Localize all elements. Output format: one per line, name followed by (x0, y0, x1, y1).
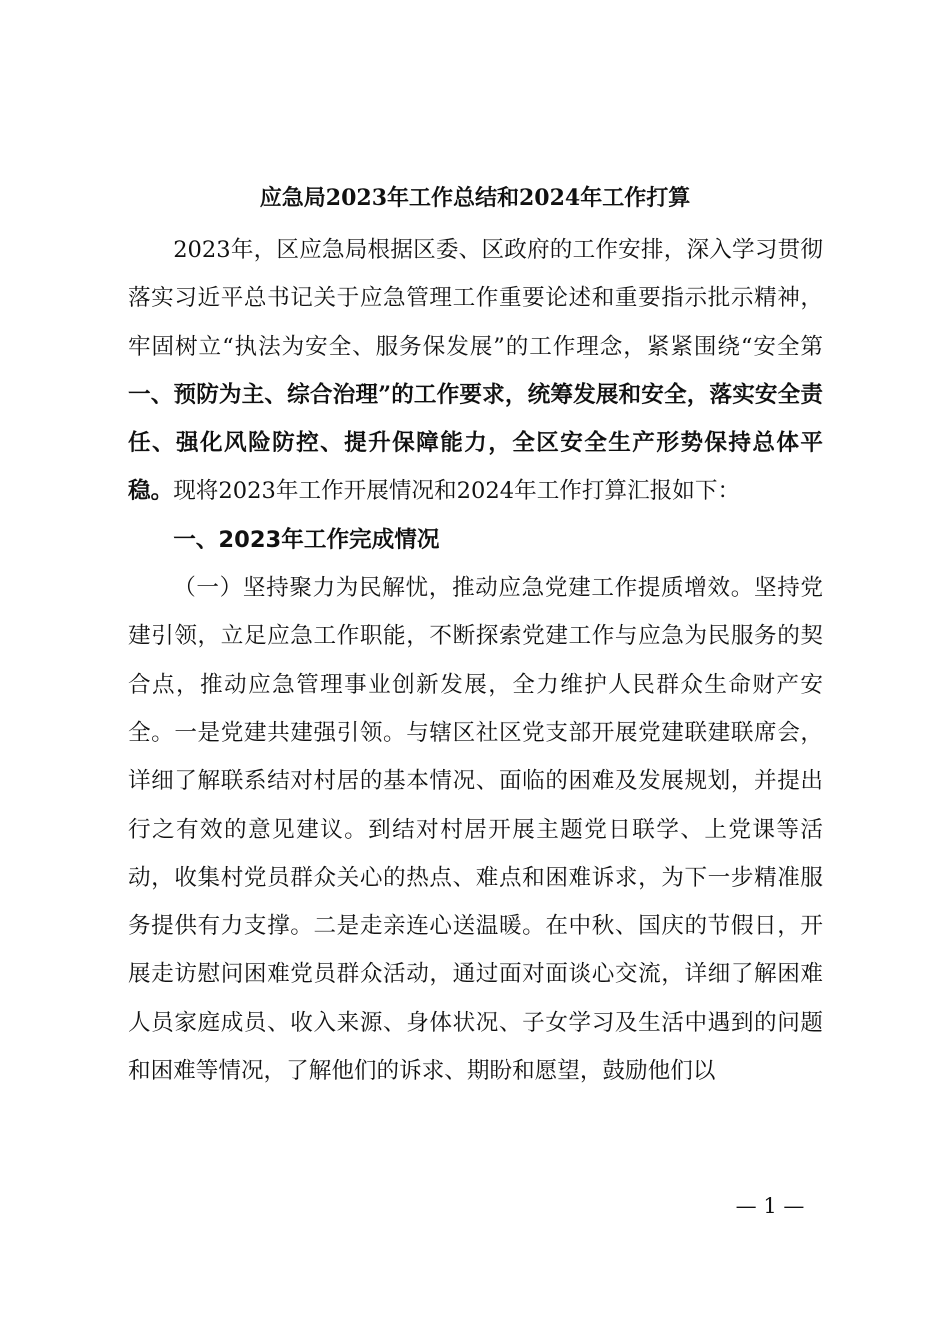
subsection-paragraph (128, 564, 823, 1095)
subsection-heading: （一）坚持聚力为民解忧，推动应急党建工作提质增效。 (173, 575, 754, 602)
intro-text-part1: 2023年，区应急局根据区委、区政府的工作安排，深入学习贯彻落实习近平总书记关于应急管理工作重要论述和重要指示批示精神，牢固树立“执法为安全、服务保发展”的工作理念，紧紧围绕“安全第 (128, 237, 823, 360)
subsection-body: 坚持党建引领，立足应急工作职能，不断探索党建工作与应急为民服务的契合点，推动应急管理事业创新发展，全力维护人民群众生命财产安全。一是党建共建强引领。与辖区社区党支部开展党建联建联席会，详细了解联系结对村居的基本情况、面临的困难及发展规划，并提出行之有效的意见建议。到结对村居开展主题党日联学、上党课等活动，收集村党员群众关心的热点、难点和困难诉求，为下一步精准服务提供有力支撑。二是走亲连心送温暖。在中秋、国庆的节假日，开展走访慰问困难党员群众活动，通过面对面谈心交流，详细了解困难人员家庭成员、收入来源、身体状况、子女学习及生活中遇到的问题和困难等情况，了解他们的诉求、期盼和愿望，鼓励他们以 (128, 575, 824, 1085)
section-heading: 一、2023年工作完成情况 (173, 526, 440, 553)
page-number: — 1 — (735, 1194, 805, 1218)
intro-paragraph (128, 226, 823, 516)
document-body (128, 226, 823, 1095)
document-title: 应急局2023年工作总结和2024年工作打算 (259, 185, 691, 211)
intro-text-part2: 现将2023年工作开展情况和2024年工作打算汇报如下： (173, 478, 741, 505)
intro-text-bold: 一、预防为主、综合治理”的工作要求，统筹发展和安全，落实安全责任、强化风险防控、提升保障能力，全区安全生产形势保持总体平稳。 (128, 381, 823, 505)
